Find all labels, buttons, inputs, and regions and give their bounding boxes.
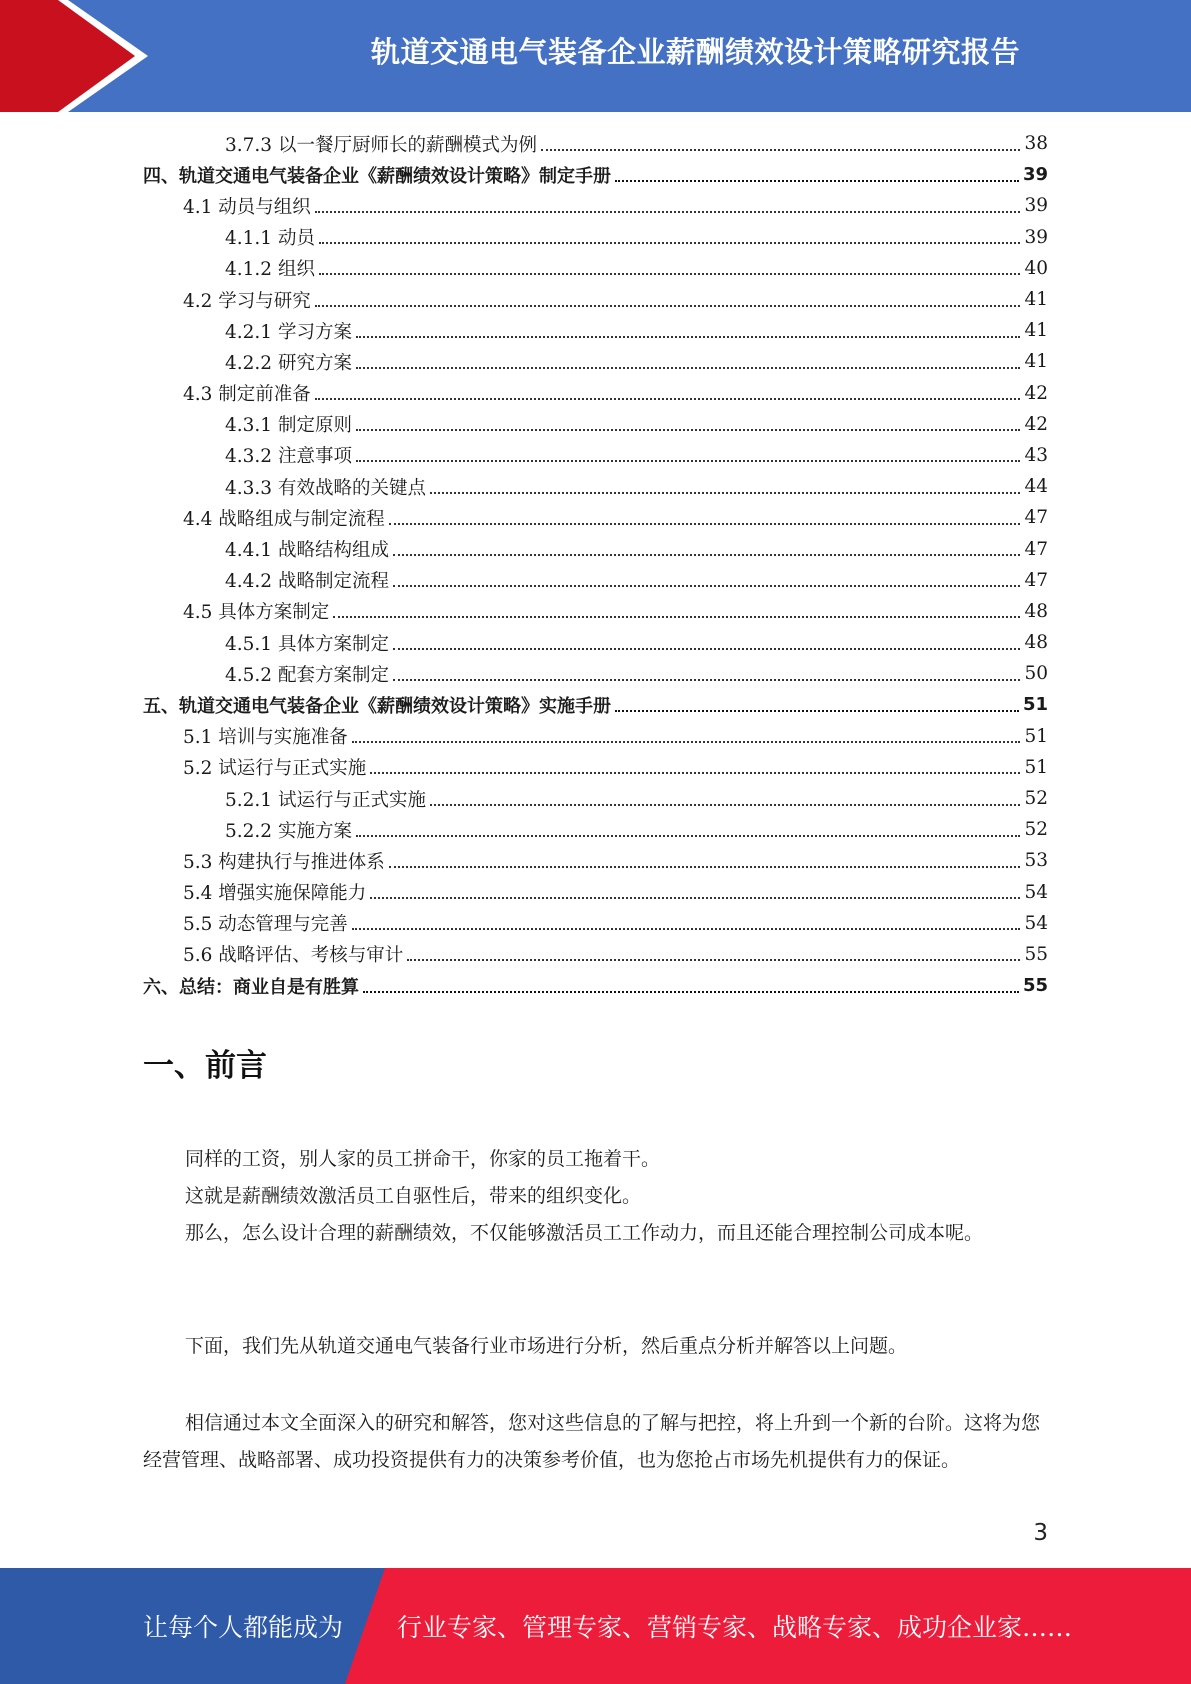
toc-entry[interactable] (143, 409, 1048, 440)
toc-entry-title: 4.5 具体方案制定 (183, 602, 330, 624)
toc-entry-title: 5.4 增强实施保障能力 (183, 883, 367, 905)
footer-slogan-right: 行业专家、管理专家、营销专家、战略专家、成功企业家…… (397, 1613, 1073, 1642)
toc-entry-page: 41 (1024, 351, 1048, 373)
toc-entry[interactable] (143, 471, 1048, 502)
toc-dot-leader (315, 305, 1021, 307)
toc-entry-page: 39 (1024, 195, 1048, 217)
toc-dot-leader (352, 741, 1021, 743)
section-title: 一、前言 (143, 1048, 267, 1084)
toc-dot-leader (430, 804, 1020, 806)
toc-entry-page: 48 (1024, 600, 1048, 622)
toc-dot-leader (356, 460, 1021, 462)
toc-entry-title: 六、总结：商业自是有胜算 (143, 976, 359, 998)
toc-entry-page: 52 (1024, 788, 1048, 810)
toc-entry[interactable] (143, 222, 1048, 253)
toc-entry[interactable] (143, 253, 1048, 284)
toc-entry[interactable] (143, 689, 1048, 720)
toc-dot-leader (319, 273, 1021, 275)
toc-entry-page: 51 (1022, 694, 1048, 716)
toc-entry[interactable] (143, 440, 1048, 471)
toc-entry-page: 50 (1024, 663, 1048, 685)
toc-dot-leader (407, 959, 1020, 961)
toc-entry-title: 5.2.2 实施方案 (225, 820, 352, 842)
toc-entry-page: 51 (1024, 756, 1048, 778)
toc-entry-title: 4.4.1 战略结构组成 (225, 540, 389, 562)
toc-entry[interactable] (143, 970, 1048, 1001)
paragraph-block-2 (143, 1328, 1048, 1365)
toc-dot-leader (333, 616, 1020, 618)
toc-entry[interactable] (143, 908, 1048, 939)
toc-entry-title: 4.1 动员与组织 (183, 196, 311, 218)
toc-entry-title: 5.6 战略评估、考核与审计 (183, 945, 404, 967)
header-chevron-graphic (0, 0, 160, 112)
toc-dot-leader (615, 180, 1019, 182)
toc-entry-page: 42 (1024, 382, 1048, 404)
toc-entry-page: 54 (1024, 912, 1048, 934)
toc-entry-title: 4.3.3 有效战略的关键点 (225, 477, 426, 499)
paragraph: 那么，怎么设计合理的薪酬绩效，不仅能够激活员工工作动力，而且还能合理控制公司成本呢。 (185, 1222, 984, 1244)
toc-dot-leader (370, 772, 1020, 774)
toc-dot-leader (393, 679, 1020, 681)
toc-entry-page: 55 (1024, 943, 1048, 965)
toc-dot-leader (356, 367, 1021, 369)
paragraph-block-1 (143, 1141, 1048, 1252)
toc-dot-leader (389, 523, 1021, 525)
toc-entry-page: 44 (1024, 476, 1048, 498)
toc-entry[interactable] (143, 315, 1048, 346)
toc-entry-page: 55 (1022, 975, 1048, 997)
toc-entry-page: 40 (1024, 257, 1048, 279)
toc-entry-page: 47 (1024, 569, 1048, 591)
toc-entry-title: 4.2 学习与研究 (183, 290, 311, 312)
toc-entry-page: 47 (1024, 538, 1048, 560)
toc-entry-page: 53 (1024, 850, 1048, 872)
toc-entry-title: 4.4 战略组成与制定流程 (183, 508, 385, 530)
page-number: 3 (1033, 1520, 1048, 1546)
toc-entry-title: 5.1 培训与实施准备 (183, 727, 348, 749)
toc-entry[interactable] (143, 752, 1048, 783)
toc-entry-page: 41 (1024, 289, 1048, 311)
toc-dot-leader (356, 336, 1021, 338)
toc-dot-leader (356, 429, 1021, 431)
toc-dot-leader (356, 835, 1021, 837)
toc-entry-page: 48 (1024, 632, 1048, 654)
toc-entry-title: 4.3.1 制定原则 (225, 415, 352, 437)
toc-entry[interactable] (143, 658, 1048, 689)
toc-entry-page: 39 (1024, 226, 1048, 248)
toc-entry-title: 4.4.2 战略制定流程 (225, 571, 389, 593)
toc-dot-leader (393, 554, 1020, 556)
toc-dot-leader (315, 211, 1021, 213)
toc-dot-leader (430, 492, 1020, 494)
toc-entry-page: 52 (1024, 819, 1048, 841)
toc-entry-page: 42 (1024, 413, 1048, 435)
toc-entry-title: 4.2.2 研究方案 (225, 352, 352, 374)
footer-slogan-left: 让每个人都能成为 (143, 1613, 344, 1642)
toc-entry[interactable] (143, 845, 1048, 876)
toc-entry-title: 4.5.1 具体方案制定 (225, 633, 389, 655)
toc-entry[interactable] (143, 128, 1048, 159)
toc-dot-leader (370, 897, 1020, 899)
toc-entry-page: 51 (1024, 725, 1048, 747)
toc-entry-title: 5.3 构建执行与推进体系 (183, 851, 385, 873)
toc-entry-page: 47 (1024, 507, 1048, 529)
toc-entry-page: 39 (1022, 164, 1048, 186)
toc-entry[interactable] (143, 346, 1048, 377)
toc-entry[interactable] (143, 721, 1048, 752)
toc-entry-title: 四、轨道交通电气装备企业《薪酬绩效设计策略》制定手册 (143, 165, 611, 187)
page-footer (0, 1568, 1191, 1684)
toc-dot-leader (541, 149, 1020, 151)
toc-entry[interactable] (143, 502, 1048, 533)
paragraph: 同样的工资，别人家的员工拼命干，你家的员工拖着干。 (185, 1148, 661, 1170)
toc-dot-leader (319, 242, 1021, 244)
page-header (0, 0, 1191, 112)
toc-entry[interactable] (143, 596, 1048, 627)
paragraph: 这就是薪酬绩效激活员工自驱性后，带来的组织变化。 (185, 1185, 642, 1207)
toc-entry[interactable] (143, 877, 1048, 908)
toc-entry-page: 54 (1024, 881, 1048, 903)
table-of-contents (143, 128, 1048, 1001)
toc-entry-title: 3.7.3 以一餐厅厨师长的薪酬模式为例 (225, 134, 537, 156)
toc-dot-leader (393, 585, 1020, 587)
toc-entry-title: 4.5.2 配套方案制定 (225, 664, 389, 686)
paragraph-block-3 (143, 1405, 1048, 1479)
toc-entry-title: 4.3.2 注意事项 (225, 446, 352, 468)
toc-entry-title: 4.2.1 学习方案 (225, 321, 352, 343)
toc-entry[interactable] (143, 627, 1048, 658)
toc-entry-title: 4.1.1 动员 (225, 228, 315, 250)
report-title: 轨道交通电气装备企业薪酬绩效设计策略研究报告 (370, 34, 1020, 69)
toc-entry[interactable] (143, 939, 1048, 970)
paragraph: 相信通过本文全面深入的研究和解答，您对这些信息的了解与把控，将上升到一个新的台阶。这将为您经营管理、战略部署、成功投资提供有力的决策参考价值，也为您抢占市场先机提供有力的保证。 (143, 1412, 1041, 1471)
toc-entry[interactable] (143, 814, 1048, 845)
toc-entry-title: 5.2 试运行与正式实施 (183, 758, 367, 780)
toc-dot-leader (393, 648, 1020, 650)
toc-entry-page: 43 (1024, 444, 1048, 466)
toc-entry[interactable] (143, 533, 1048, 564)
toc-dot-leader (315, 398, 1021, 400)
toc-entry[interactable] (143, 159, 1048, 190)
toc-entry-title: 五、轨道交通电气装备企业《薪酬绩效设计策略》实施手册 (143, 695, 611, 717)
toc-entry[interactable] (143, 378, 1048, 409)
paragraph: 下面，我们先从轨道交通电气装备行业市场进行分析，然后重点分析并解答以上问题。 (185, 1335, 908, 1357)
toc-entry-page: 41 (1024, 320, 1048, 342)
toc-entry-title: 4.1.2 组织 (225, 259, 315, 281)
toc-entry[interactable] (143, 565, 1048, 596)
toc-dot-leader (363, 991, 1019, 993)
toc-entry-title: 4.3 制定前准备 (183, 384, 311, 406)
toc-dot-leader (389, 866, 1021, 868)
toc-entry[interactable] (143, 190, 1048, 221)
toc-entry[interactable] (143, 284, 1048, 315)
toc-dot-leader (352, 928, 1021, 930)
toc-entry-title: 5.2.1 试运行与正式实施 (225, 789, 426, 811)
toc-entry-title: 5.5 动态管理与完善 (183, 914, 348, 936)
toc-entry-page: 38 (1024, 133, 1048, 155)
toc-entry[interactable] (143, 783, 1048, 814)
toc-dot-leader (615, 710, 1019, 712)
